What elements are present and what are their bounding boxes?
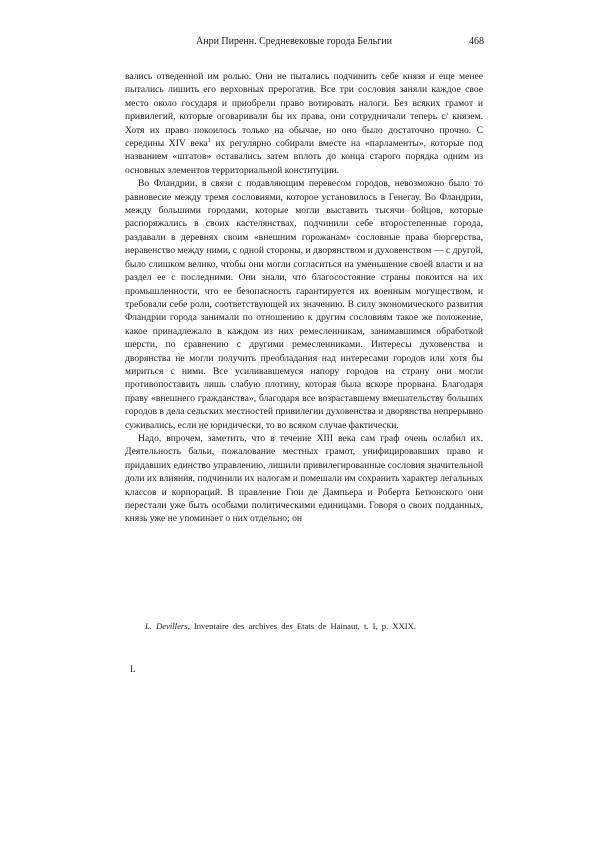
paragraph-1-text-continued: их регулярно собирали вместе на «парламенты», которые под названием «штатов» оставались затем вплоть до конца старого порядка одним из основных элементов территориальной конституции. xyxy=(125,138,483,176)
running-header xyxy=(196,36,484,47)
paragraph-3: Надо, впрочем, заметить, что в течение XIII века сам граф очень ослабил их. Деятельность бальи, пожалование местных грамот, унифицировавших право и придавших единство управлению, лишили привилегированные сословия значительной доли их влияния, подчинили их налогам и помешали им сохранить характер легальных классов и корпораций. В правление Гюи де Дампьера и Роберта Бетюнского они перестали уже быть особыми политическими единицами. Говоря о своих подданных, князь уже не упоминает о них отдельно; он xyxy=(125,432,483,525)
footnote xyxy=(145,621,485,631)
paragraph-2: Во Фландрии, в связи с подавляющим перевесом городов, невозможно было то равновесие между тремя сословиями, которое установилось в Генегау. Во Фландрии, между большими городами, которые могли выставить тысячи бойцов, которые распоряжались в своих кастелянствах, подчинили себе второстепенные города, раздавали в деревнях своим «внешним горожанам» сословные права бюргерства, неравенство между ними, с одной стороны, и дворянством и духовенством — с другой, было слишком велико, чтобы они могли согласиться на уменьшение своей власти и на раздел ее с последними. Они знали, что благосостояние страны покоится на их промышленности, что ее безопасность гарантируется их военным могуществом, и требовали себе роли, соответствующей их значению. В силу экономического развития Фландрии города занимали по отношению к другим сословиям такое же положение, какое принадлежало в каждом из них ремесленникам, занимавшимся обработкой шерсти, по сравнению с другими ремесленниками. Интересы духовенства и дворянства не могли получить преобладания над интересами городов или хотя бы мириться с ними. Все усиливавшемуся напору городов на страну они могли противопоставить лишь слабую плотину, которая была вскоре прорвана. Благодаря праву «внешнего гражданства», благодаря все возраставшему вмешательству больших городов в дела сельских местностей привилегии духовенства и дворянства непрерывно суживались, если не юридически, то во всяком случае фактически. xyxy=(125,178,483,431)
footnote-ref: 1 xyxy=(207,137,211,144)
body-text xyxy=(125,70,483,526)
page-number: 468 xyxy=(469,36,484,47)
margin-mark: L xyxy=(130,664,136,674)
paragraph-1-text: вались отведенной им ролью. Они не пытались подчинить себе князя и еще менее пытались лишить его верховных прерогатив. Все три сословия заняли каждое свое место около государя и приобрели право вотировать налоги. Без всяких грамот и привилегий, которые оговаривали бы их права, они сотрудничали теперь с/ князем. Хотя их право покоилось только на обычае, но оно было достаточно прочно. С середины XIV века xyxy=(125,71,483,150)
footnote-text: Inventaire des archives des Etats de Hainaut, t. I, p. XXIX. xyxy=(189,621,417,631)
header-title: Анри Пиренн. Средневековые города Бельгии xyxy=(196,36,392,47)
footnote-author: L. Devillers, xyxy=(145,621,190,631)
paragraph-1 xyxy=(125,70,483,177)
